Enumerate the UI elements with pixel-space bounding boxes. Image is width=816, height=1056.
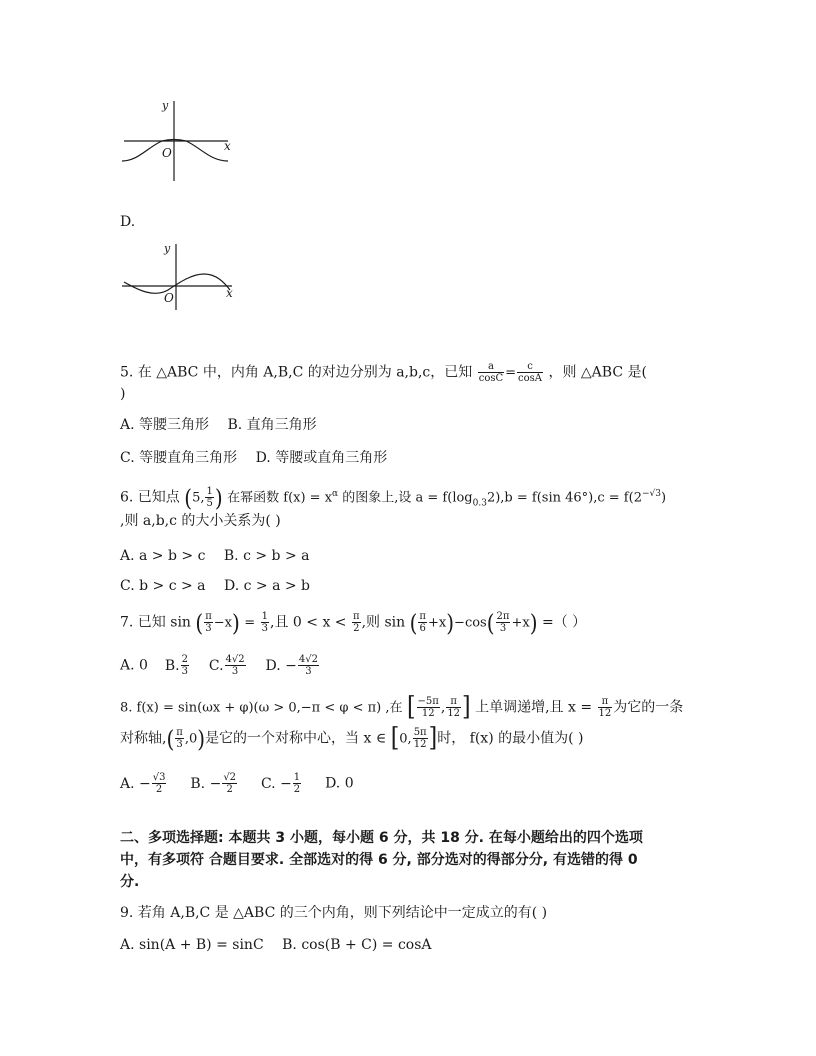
q7-stem: 7. 已知 sin ( $\frac{\pi}{3}$ −x) = $\frac{1}{3}$ ,且 0 < x < $\frac{\pi}{2}$ ,则 sin ( $\frac{\pi}{6}$ +x)−cos( $\frac{2\pi}{3}$ +x) =（ ）: [120, 608, 587, 637]
y-axis-label: y: [162, 99, 169, 112]
section2-line3: 分.: [120, 874, 140, 890]
q5-option-c: C. 等腰直角三角形: [120, 450, 238, 466]
y-axis-label: y: [164, 242, 171, 255]
q5-options-cd: [120, 448, 387, 468]
q6-text-a: 6. 已知点: [120, 489, 180, 506]
section2-line1: 二、多项选择题: 本题共 3 小题，每小题 6 分，共 18 分. 在每小题给出的四个选项: [120, 830, 643, 846]
graph-option-d: [118, 240, 248, 315]
q5-close: ): [120, 386, 126, 402]
origin-label: O: [162, 146, 172, 160]
q8-options: [120, 772, 354, 795]
q6-option-d: D. c > a > b: [223, 578, 311, 594]
q6-text-d: 2),b = f(sin 46°),c = f(2: [486, 490, 642, 506]
q5-stem: 5. 在 △ABC 中，内角 A,B,C 的对边分别为 a,b,c，已知 $\frac{a}{\cos C}$ = $\frac{c}{\cos A}$ ，则 △ABC 是(: [120, 361, 647, 384]
q6-options-ab: [120, 546, 309, 566]
option-d-label: D.: [120, 214, 136, 230]
q6-option-a: A. a > b > c: [120, 548, 206, 564]
q5-option-d: D. 等腰或直角三角形: [255, 450, 388, 466]
q6-stem: 6. 已知点 (5, $\frac{1}{5}$ ) 在幂函数 $f(x) = x^\alpha$ 的图象上,设 $a = f(\log_{0.3}2),b = f(\sin$ $46^\circ),c = f(2^{-√3})$: [120, 483, 667, 512]
q5-frac1: $\frac{a}{\cos C}$: [478, 361, 504, 384]
q7-option-d: D. − $\frac{4√2}{3}$: [265, 654, 319, 677]
q5-options-ab: [120, 415, 317, 435]
x-axis-label: x: [224, 139, 231, 153]
q6-option-c: C. b > c > a: [120, 578, 206, 594]
q9-option-b: B. cos(B + C) = cosA: [282, 937, 432, 953]
q7-option-b: B. $\frac{2}{3}$: [164, 654, 188, 677]
q5-text-b: ，则 △ABC 是(: [548, 364, 647, 381]
section2-line2: 中，有多项符 合题目要求. 全部选对的得 6 分, 部分选对的得部分分, 有选错的得 0: [120, 852, 638, 868]
q5-option-a: A. 等腰三角形: [120, 417, 210, 433]
q6-line2: ,则 a,b,c 的大小关系为( ): [120, 513, 281, 529]
x-axis-label: x: [226, 286, 233, 300]
origin-label: O: [164, 291, 174, 305]
q7-options: [120, 654, 320, 677]
q5-text-a: 5. 在 △ABC 中，内角 A,B,C 的对边分别为 a,b,c，已知: [120, 364, 473, 381]
q8-stem-line2: 对称轴,( $\frac{\pi}{3}$ ,0)是它的一个对称中心，当 x ∈ [0, $\frac{5\pi}{12}$ ]时， f(x) 的最小值为( ): [120, 722, 584, 753]
q6-text-b: 在幂函数 f(x) = x: [227, 490, 333, 506]
q6-text-c: 的图象上,设 a = f(log: [338, 490, 473, 506]
q8-option-c: C. − $\frac{1}{2}$: [260, 772, 301, 795]
q9-options: [120, 935, 432, 955]
graph-option-c: [118, 95, 248, 185]
q8-stem-line1: 8. f(x) = sin(ωx + φ)(ω > 0,−π < φ < π) ,在 [ $\frac{-5\pi}{12}$ , $\frac{\pi}{12}$ ] 上单调递增,且 x = $\frac{\pi}{12}$ 为它的一条: [120, 691, 684, 722]
q7-option-c: C. $\frac{4√2}{3}$: [208, 654, 245, 677]
q9-option-a: A. sin(A + B) = sinC: [120, 937, 264, 953]
curve: [122, 140, 228, 162]
q6-options-cd: [120, 576, 310, 596]
q6-option-b: B. c > b > a: [223, 548, 310, 564]
q5-option-b: B. 直角三角形: [227, 417, 317, 433]
q6-point-frac: $\frac{1}{5}$: [206, 486, 213, 510]
q5-frac2: $\frac{c}{\cos A}$: [518, 361, 543, 384]
q8-option-a: A. − $\frac{√3}{2}$: [120, 772, 166, 795]
q8-option-d: D. 0: [325, 775, 354, 792]
q9-stem: 9. 若角 A,B,C 是 △ABC 的三个内角，则下列结论中一定成立的有( ): [120, 905, 548, 921]
q7-option-a: A. 0: [120, 657, 148, 674]
q8-option-b: B. − $\frac{√2}{2}$: [190, 772, 237, 795]
curve: [124, 274, 230, 293]
